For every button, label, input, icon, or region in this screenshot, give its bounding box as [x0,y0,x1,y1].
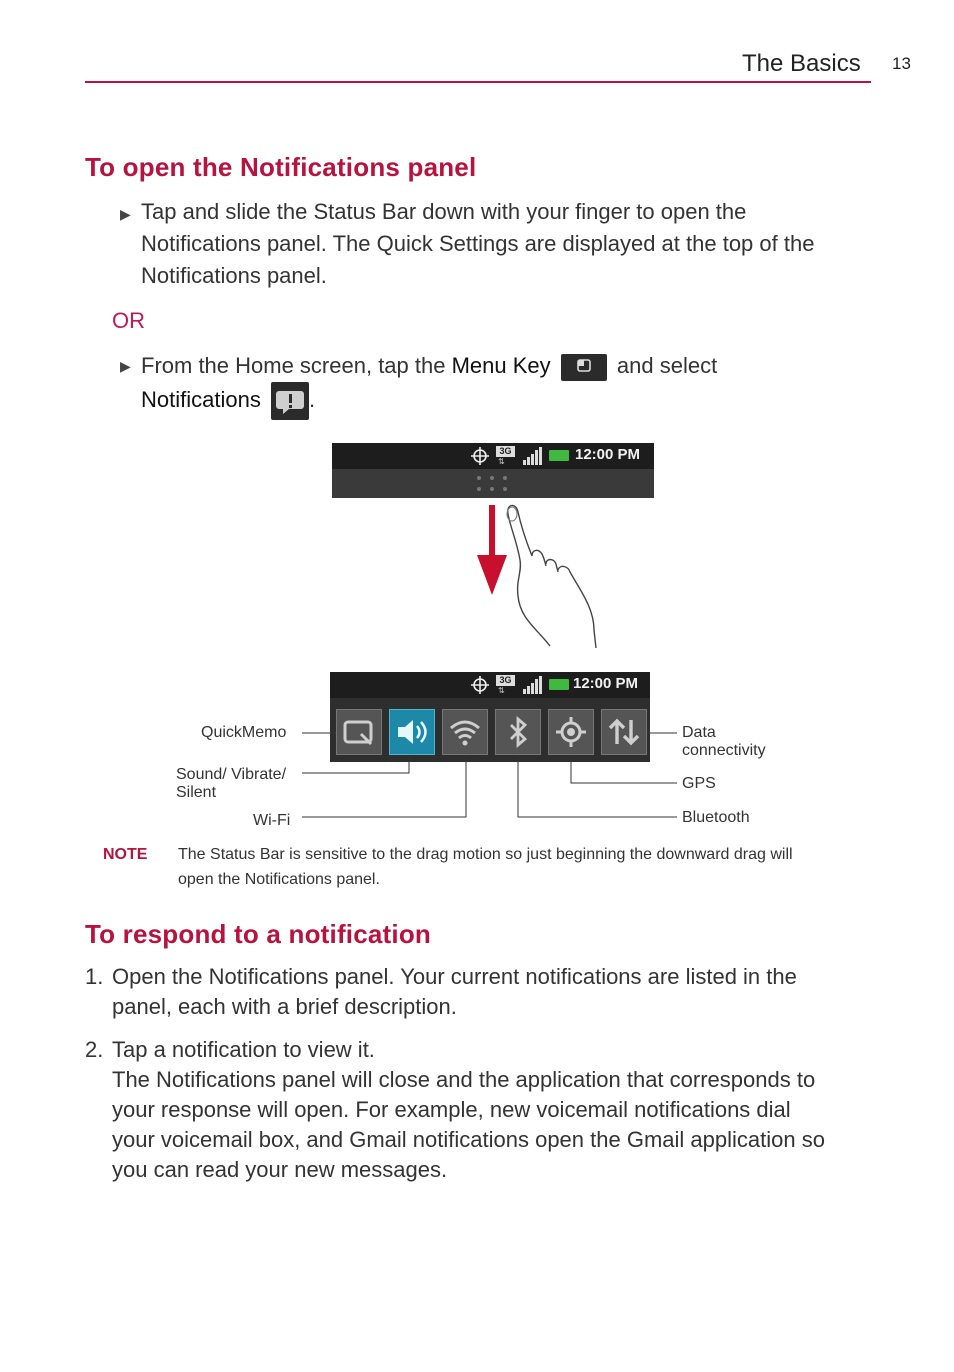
label-sound: Sound/ Vibrate/ Silent [176,766,287,801]
label-quickmemo: QuickMemo [201,724,287,741]
note-tag: NOTE [103,846,148,863]
notifications-label: Notifications [141,386,261,412]
label-bluetooth: Bluetooth [682,809,750,826]
label-data: Data connectivity [682,724,766,759]
bullet-icon: ▶ [120,206,131,222]
status-time: 12:00 PM [573,675,639,692]
label-gps: GPS [682,775,716,792]
heading-open-notifications: To open the Notifications panel [85,152,477,182]
note-text: The Status Bar is sensitive to the drag motion so just beginning the downward drag will open the Notifications panel. [178,846,793,888]
label-wifi: Wi-Fi [253,812,291,829]
section-title: The Basics [742,50,861,77]
list-item: Open the Notifications panel. Your current notifications are listed in the panel, each with a brief description. [112,964,797,1019]
heading-respond-notification: To respond to a notification [85,919,431,949]
network-badge: 3G [496,675,515,686]
list-item-number: 1. [85,964,104,989]
or-separator: OR [112,308,145,333]
data-arrows-icon: ⇅ [498,686,505,695]
data-arrows-icon: ⇅ [498,457,505,466]
status-time: 12:00 PM [575,446,641,463]
bullet-text-1: Tap and slide the Status Bar down with your finger to open the Notifications panel. The Quick Settings are displayed at the top of the Notifications panel. [141,199,815,288]
list-item: Tap a notification to view it. The Notifications panel will close and the application that corresponds to your response will open. For example, new voicemail notifications dial your voicemail box, and Gmail notifications open the Gmail application so you can read your new messages. [112,1037,825,1182]
menu-key-label: Menu Key [451,353,551,378]
page-number: 13 [892,54,911,73]
network-badge: 3G [496,446,515,457]
bullet-text-2: From the Home screen, tap the Menu Key and select Notifications . [141,350,861,420]
bullet-icon: ▶ [120,358,131,374]
list-item-number: 2. [85,1037,104,1062]
